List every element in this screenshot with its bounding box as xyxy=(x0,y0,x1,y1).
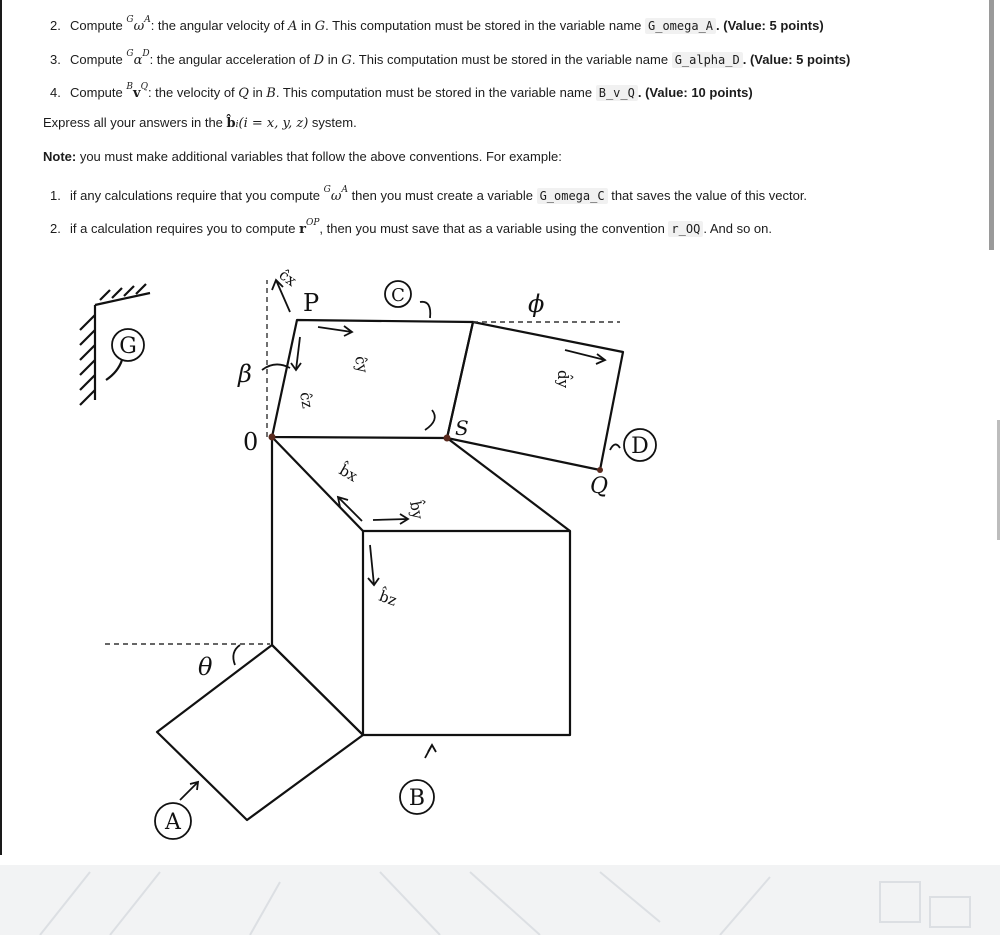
problem-item: 3. Compute $^G\alpha^D$: the angular acceleration of D in G. This computation must be stored in the variable name G_alpha_D . (Value: 5 points) xyxy=(50,49,851,68)
vector-label-cx: ĉx xyxy=(275,265,300,290)
label-body-g: G xyxy=(119,334,137,359)
label-point-p: P xyxy=(303,289,320,317)
point-q xyxy=(597,467,603,473)
vector-label-bx: b̂x xyxy=(336,460,361,486)
label-body-d: D xyxy=(631,434,649,459)
vector-label-cy: ĉy xyxy=(351,354,372,375)
vector-label-dy: d̂y xyxy=(554,370,572,389)
express-instruction: Express all your answers in the b̂i(i = x, y, z) system. xyxy=(43,115,357,131)
label-point-q: Q xyxy=(590,474,609,499)
problem-item: 2. Compute $^G\omega^A$: the angular velocity of A in G. This computation must be stored in the variable name G_omega_A . (Value: 5 points) xyxy=(50,15,824,34)
problem-item: 4. Compute $^Bv^Q$: the velocity of Q in B. This computation must be stored in the variable name B_v_Q . (Value: 10 points) xyxy=(50,82,753,101)
label-body-a: A xyxy=(165,810,181,835)
label-angle-phi: ϕ xyxy=(528,290,545,318)
variable-name: G_omega_A xyxy=(645,18,716,34)
variable-name: G_alpha_D xyxy=(672,52,743,68)
vector-label-by: b̂y xyxy=(406,499,427,521)
page-edge-right xyxy=(989,0,994,250)
variable-name: G_omega_C xyxy=(537,188,608,204)
plate-a xyxy=(157,645,363,820)
plate-d xyxy=(447,322,623,470)
note-paragraph: Note: you must make additional variables that follow the above conventions. For example: xyxy=(43,149,562,164)
label-point-o: 0 xyxy=(243,428,259,456)
background-sketch xyxy=(0,862,1000,935)
label-body-b: B xyxy=(408,786,426,811)
variable-name: r_OQ xyxy=(668,221,703,237)
point-s xyxy=(444,435,451,442)
vector-label-bz: b̂z xyxy=(376,586,400,610)
plate-c xyxy=(272,320,473,438)
label-body-c: C xyxy=(391,285,405,306)
label-angle-theta: θ xyxy=(198,653,213,681)
mechanism-figure xyxy=(0,250,1000,862)
variable-name: B_v_Q xyxy=(596,85,638,101)
example-item: 1. if any calculations require that you compute $^G\omega^A$ then you must create a variable G_omega_C that saves the value of this vector. xyxy=(50,185,808,204)
vector-label-cz: ĉz xyxy=(296,390,317,410)
example-item: 2. if a calculation requires you to compute $r^{OP}$, then you must save that as a variable using the convention r_OQ . And so on. xyxy=(50,218,772,237)
point-o xyxy=(269,434,276,441)
label-point-s: S xyxy=(455,416,469,440)
label-angle-beta: β xyxy=(238,360,252,388)
